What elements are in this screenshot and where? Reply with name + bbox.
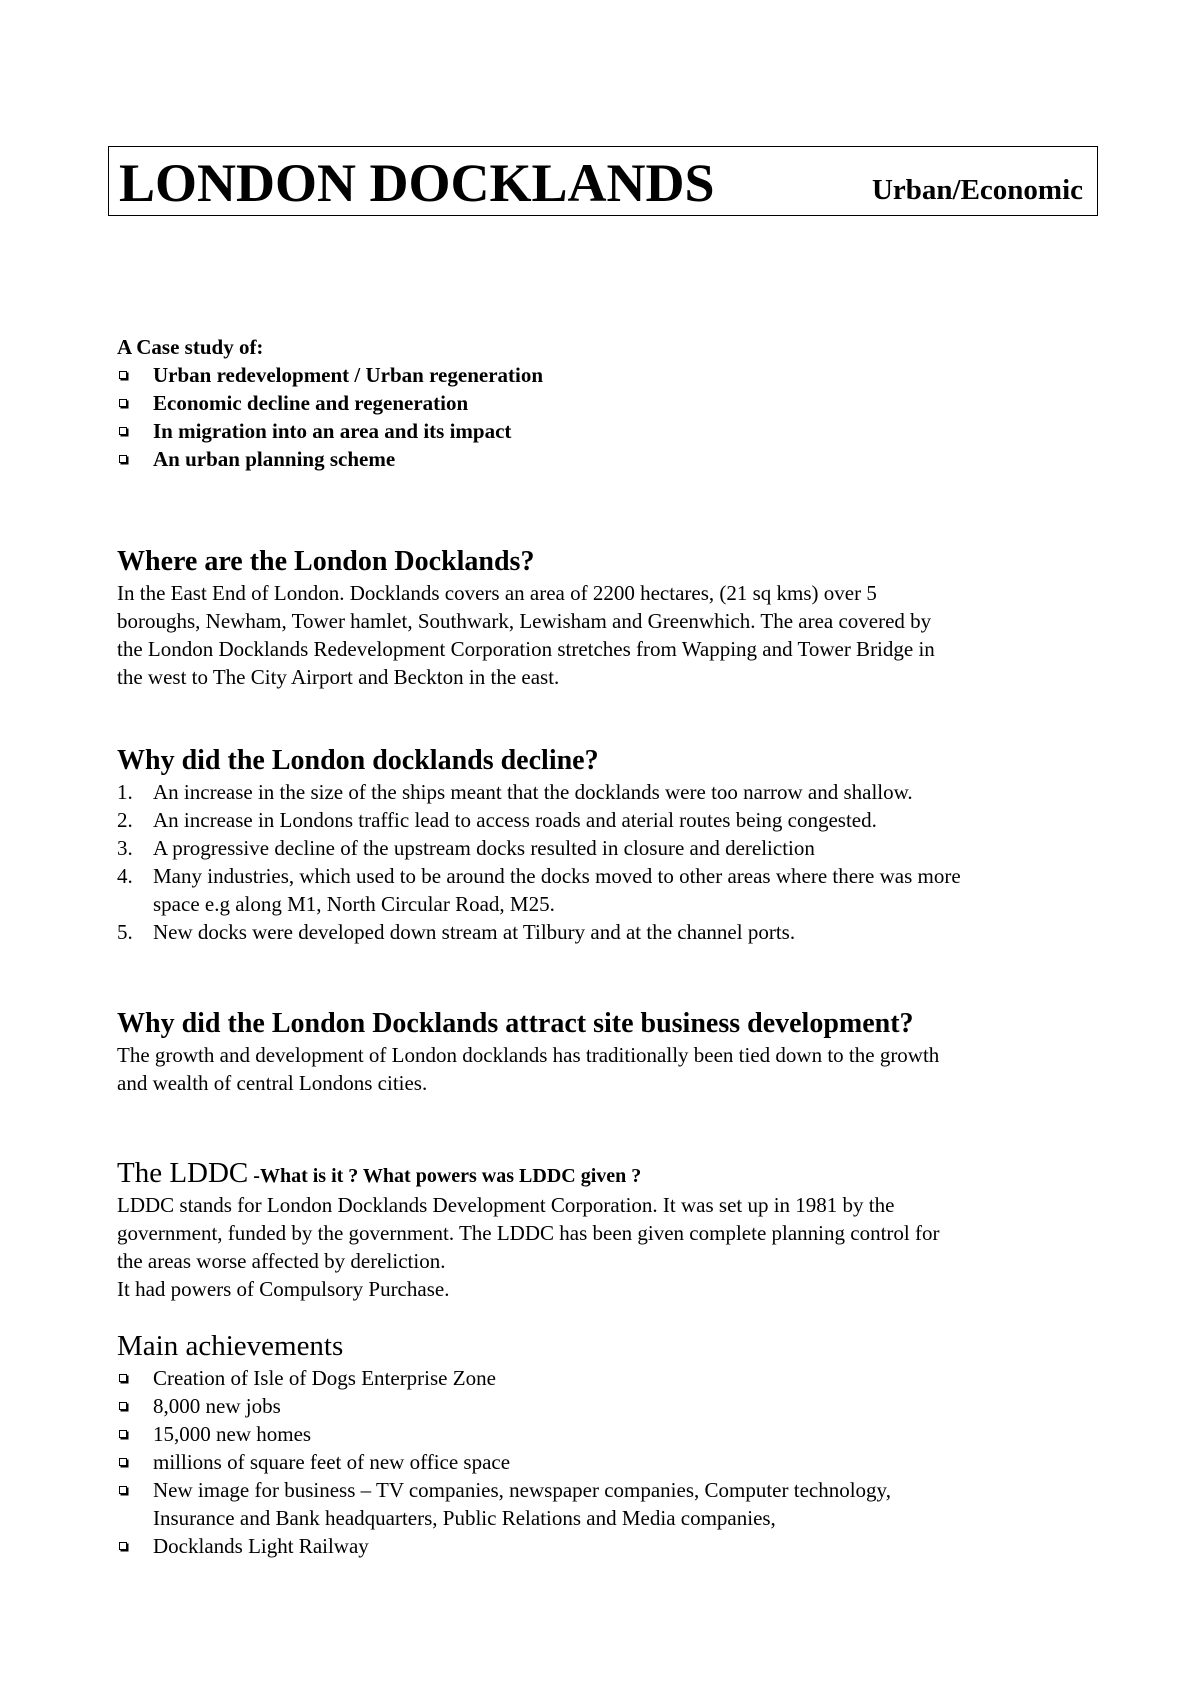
section-heading: Why did the London Docklands attract site business development? (117, 1008, 914, 1039)
square-bullet-icon (119, 1430, 127, 1438)
document-title: LONDON DOCKLANDS (119, 153, 715, 213)
list-item: Economic decline and regeneration (117, 389, 1097, 417)
section-paragraph: In the East End of London. Docklands covers an area of 2200 hectares, (21 sq kms) over 5 boroughs, Newham, Tower hamlet, Southwark, Lewisham and Greenwhich. The area covered by the London Docklands Redevelopment Corporation stretches from Wapping and Tower Bridge in the west to The City Airport and Beckton in the east. (117, 581, 935, 689)
achievements-list (117, 1364, 1097, 1560)
list-item: 8,000 new jobs (117, 1392, 1097, 1420)
section-heading: Why did the London docklands decline? (117, 745, 599, 776)
list-item: In migration into an area and its impact (117, 417, 1097, 445)
section-achievements (117, 1328, 1097, 1560)
square-bullet-icon (119, 1402, 127, 1410)
list-item: An urban planning scheme (117, 445, 1097, 473)
square-bullet-icon (119, 399, 127, 407)
section-paragraph: The growth and development of London docklands has traditionally been tied down to the growth and wealth of central Londons cities. (117, 1043, 940, 1095)
list-item: Creation of Isle of Dogs Enterprise Zone (117, 1364, 1097, 1392)
list-item: 2. An increase in Londons traffic lead to access roads and aterial routes being congested. (117, 808, 877, 832)
section-lddc (117, 1155, 1097, 1303)
decline-list (117, 778, 1097, 946)
title-box (108, 146, 1098, 216)
section-decline (117, 744, 1097, 946)
section-attract (117, 1007, 1097, 1097)
lddc-subheading: -What is it ? What powers was LDDC given ? (248, 1165, 642, 1187)
section-heading: Where are the London Docklands? (117, 546, 535, 577)
list-item: 4. Many industries, which used to be around the docks moved to other areas where there was more space e.g along M1, North Circular Road, M25. (117, 864, 961, 916)
section-heading: Main achievements (117, 1330, 344, 1362)
case-study-label: A Case study of: (117, 335, 264, 359)
section-where (117, 545, 1097, 691)
case-study-list (117, 361, 1097, 473)
square-bullet-icon (119, 1458, 127, 1466)
list-item: 15,000 new homes (117, 1420, 1097, 1448)
section-heading (117, 1155, 1097, 1191)
list-item: millions of square feet of new office space (117, 1448, 1097, 1476)
square-bullet-icon (119, 1486, 127, 1494)
square-bullet-icon (119, 1374, 127, 1382)
section-paragraph: LDDC stands for London Docklands Development Corporation. It was set up in 1981 by the government, funded by the government. The LDDC has been given complete planning control for the areas worse affected by dereliction. It had powers of Compulsory Purchase. (117, 1193, 940, 1301)
square-bullet-icon (119, 371, 127, 379)
lddc-heading: The LDDC (117, 1157, 249, 1189)
list-item: 1. An increase in the size of the ships meant that the docklands were too narrow and shallow. (117, 780, 913, 804)
list-item: Urban redevelopment / Urban regeneration (117, 361, 1097, 389)
square-bullet-icon (119, 427, 127, 435)
list-item: New image for business – TV companies, newspaper companies, Computer technology, Insurance and Bank headquarters, Public Relations and Media companies, (117, 1476, 1097, 1532)
list-item: 3. A progressive decline of the upstream docks resulted in closure and dereliction (117, 836, 815, 860)
square-bullet-icon (119, 1542, 127, 1550)
list-item: 5. New docks were developed down stream at Tilbury and at the channel ports. (117, 920, 796, 944)
document-category: Urban/Economic (871, 174, 1083, 206)
case-study-intro (117, 333, 1097, 473)
square-bullet-icon (119, 455, 127, 463)
list-item: Docklands Light Railway (117, 1532, 1097, 1560)
